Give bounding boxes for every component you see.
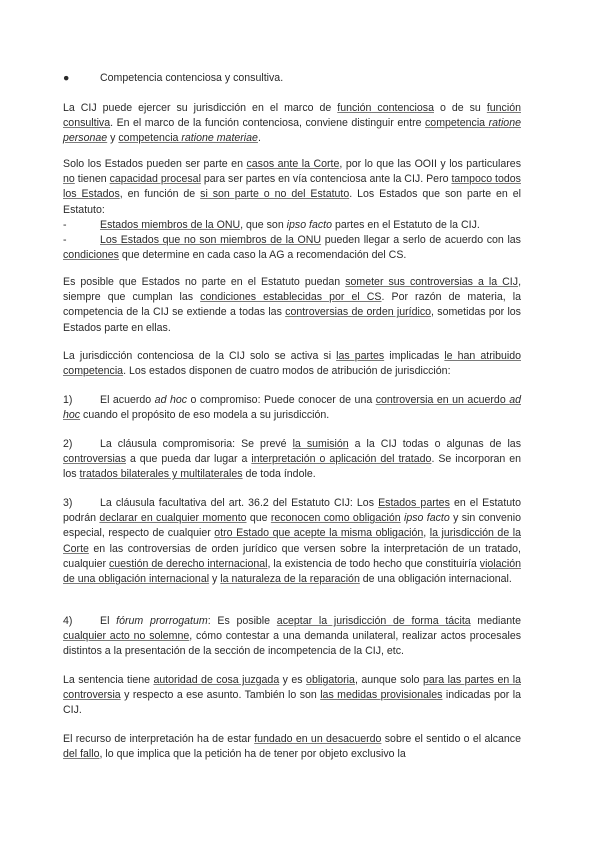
list-item: - Los Estados que no son miembros de la ONU pueden llegar a serlo de acuerdo con las condiciones que determine en cada caso la AG a recomendación del CS. [63, 234, 521, 262]
section-heading: Competencia contenciosa y consultiva. [100, 72, 284, 84]
bullet-icon: ● [63, 72, 70, 84]
mode-2-compromissory-clause: 2) La cláusula compromisoria: Se prevé la sumisión a la CIJ todas o algunas de las controversias a que pueda dar lugar a interpretación o aplicación del tratado. Se incorporan en los tratados bilaterales y multilaterales de toda índole. [63, 438, 521, 481]
paragraph-non-party-states: Es posible que Estados no parte en el Estatuto puedan someter sus controversias a la CIJ, siempre que cumplan las condiciones establecidas por el CS. Por razón de materia, la competencia de la CIJ se extiende a todas las controversias de orden jurídico, sometidas por los Estados parte en ellas. [63, 276, 522, 334]
mode-1-ad-hoc: 1) El acuerdo ad hoc o compromiso: Puede conocer de una controversia en un acuerdo ad hoc cuando el propósito de eso modela a su jurisdicción. [63, 394, 521, 422]
list-item: - Estados miembros de la ONU, que son ipso facto partes en el Estatuto de la CIJ. [63, 218, 480, 231]
paragraph-jurisdiction-frame: La CIJ puede ejercer su jurisdicción en el marco de función contenciosa o de su función consultiva. En el marco de la función contenciosa, conviene distinguir entre competencia ratione personae y competencia ratione materiae. [63, 102, 521, 145]
paragraph-states-parties: Solo los Estados pueden ser parte en casos ante la Corte, por lo que las OOII y los particulares no tienen capacidad procesal para ser partes en vía contenciosa ante la CIJ. Pero tampoco todos los Estados, en función de si son parte o no del Estatuto. Los Estados que son parte en el Estatuto: - Estados miembros de la ONU, que son ipso facto partes en el Estatuto de la CIJ. - Los Estados que no son miembros de la ONU pueden llegar a serlo de acuerdo con las condiciones que determine en cada caso la AG a recomendación del CS. [63, 157, 521, 263]
mode-3-optional-clause: 3) La cláusula facultativa del art. 36.2 del Estatuto CIJ: Los Estados partes en el Estatuto podrán declarar en cualquier momento que reconocen como obligación ipso facto y sin convenio especial, respecto de cualquier otro Estado que acepte la misma obligación, la jurisdicción de la Corte en las controversias de orden jurídico que versen sobre la interpretación de un tratado, cualquier cuestión de derecho internacional, la existencia de todo hecho que constituiría violación de una obligación internacional y la naturaleza de la reparación de una obligación internacional. [63, 497, 521, 586]
paragraph-judgment-effects: La sentencia tiene autoridad de cosa juzgada y es obligatoria, aunque solo para las partes en la controversia y respecto a ese asunto. También lo son las medidas provisionales indicadas por la CIJ. [63, 674, 521, 717]
mode-4-forum-prorrogatum: 4) El fórum prorrogatum: Es posible aceptar la jurisdicción de forma tácita mediante cualquier acto no solemne, cómo contestar a una demanda unilateral, realizar actos procesales distintos a la presentación de la sección de incompetencia de la CIJ, etc. [63, 615, 522, 658]
paragraph-interpretation-appeal: El recurso de interpretación ha de estar fundado en un desacuerdo sobre el sentido o el alcance del fallo, lo que implica que la petición ha de tener por objeto exclusivo la [63, 733, 521, 761]
paragraph-contentious-activation: La jurisdicción contenciosa de la CIJ solo se activa si las partes implicadas le han atribuido competencia. Los estados disponen de cuatro modos de atribución de jurisdicción: [63, 350, 521, 378]
